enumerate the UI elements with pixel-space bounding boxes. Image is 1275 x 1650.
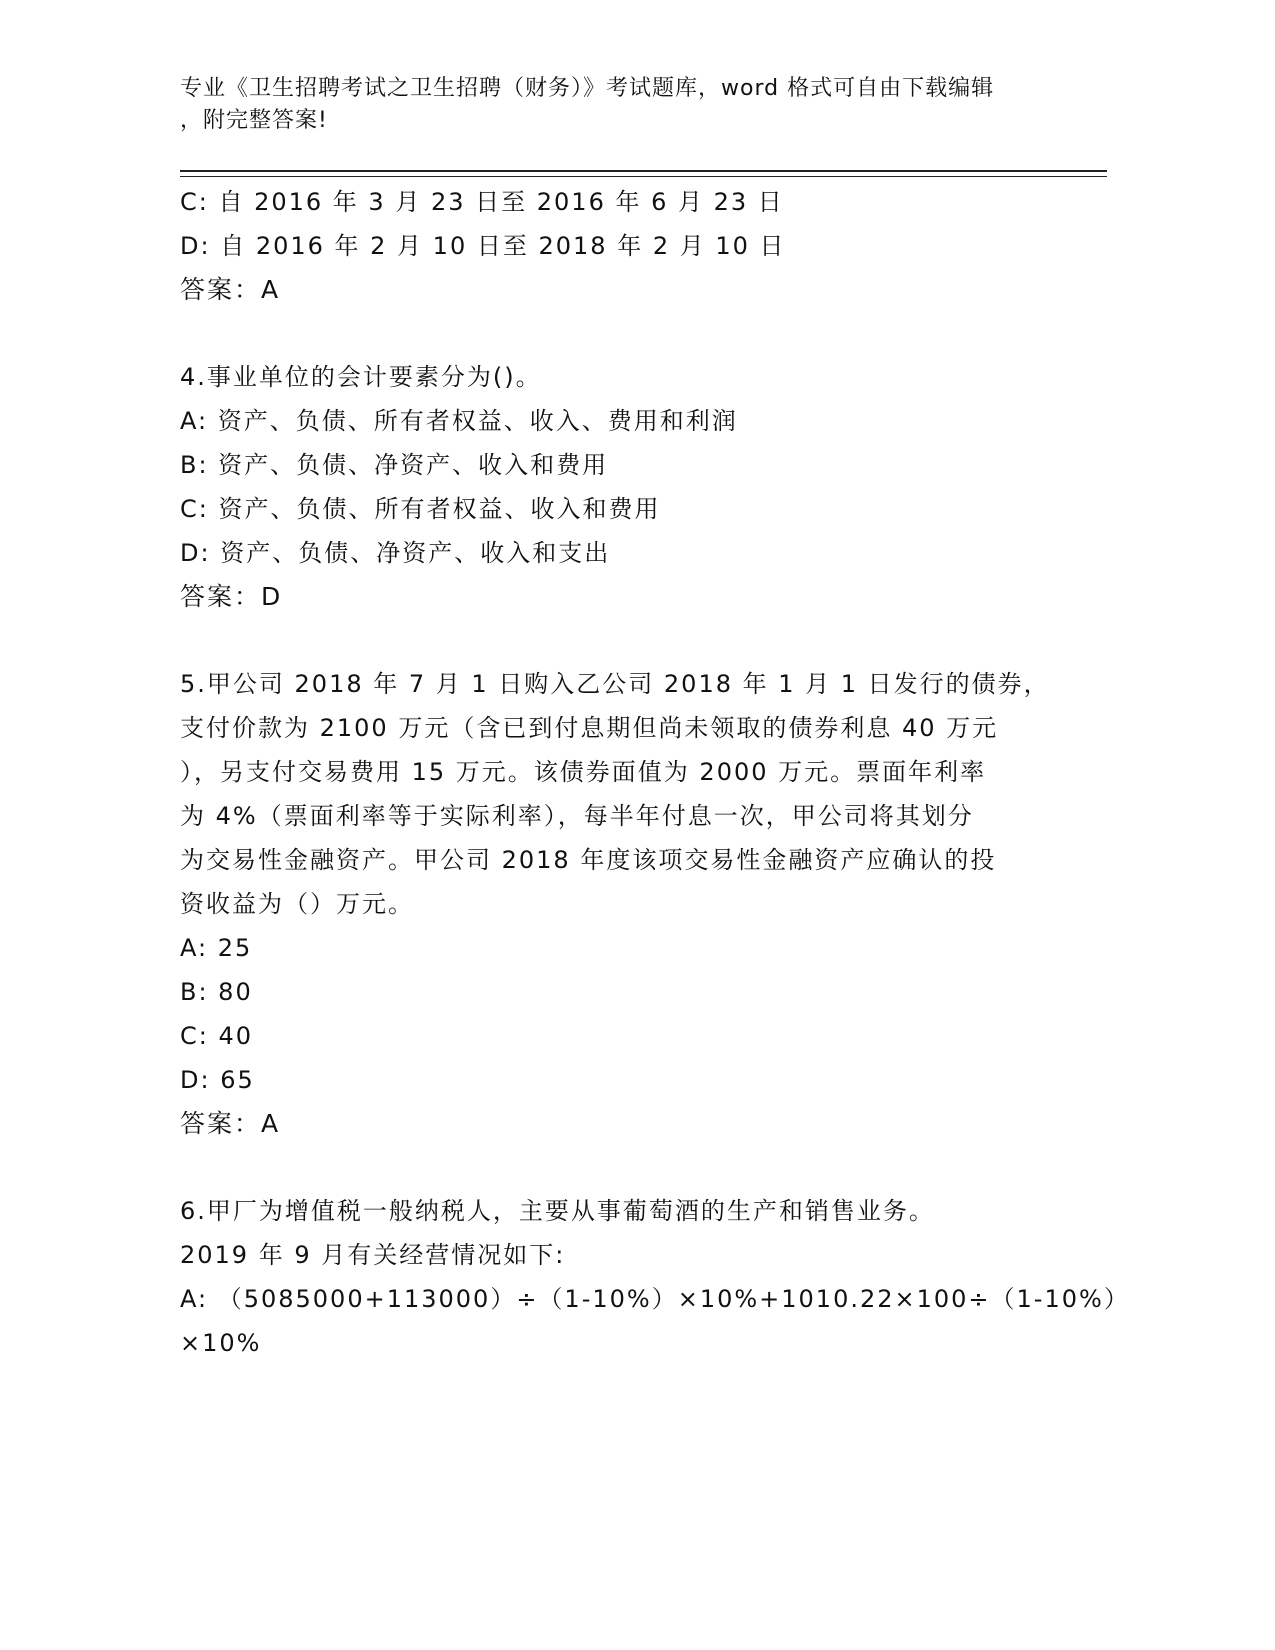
question-4 (180, 355, 1040, 619)
answer: 答案：A (180, 1109, 281, 1138)
question-stem-line: 为交易性金融资产。甲公司 2018 年度该项交易性金融资产应确认的投 (180, 846, 997, 874)
option-c: C: 资产、负债、所有者权益、收入和费用 (180, 495, 661, 523)
option-a-line: ×10% (180, 1329, 262, 1357)
option-b: B: 80 (180, 978, 253, 1006)
question-stem: 4.事业单位的会计要素分为()。 (180, 363, 542, 391)
option-d: D: 65 (180, 1066, 255, 1094)
question-3 (180, 180, 1040, 312)
answer: 答案：D (180, 582, 283, 611)
answer: 答案：A (180, 275, 281, 304)
header-line-2: ，附完整答案! (180, 108, 328, 133)
option-a: A: 25 (180, 934, 253, 962)
option-c: C: 自 2016 年 3 月 23 日至 2016 年 6 月 23 日 (180, 188, 784, 216)
question-content (180, 180, 1130, 1365)
question-stem-line: 6.甲厂为增值税一般纳税人，主要从事葡萄酒的生产和销售业务。 (180, 1197, 935, 1225)
question-5 (180, 662, 1050, 1146)
option-a: A: 资产、负债、所有者权益、收入、费用和利润 (180, 407, 738, 435)
question-6 (180, 1189, 1130, 1365)
header-divider-thick (180, 170, 1107, 172)
question-stem-line: 2019 年 9 月有关经营情况如下: (180, 1241, 566, 1269)
question-stem-line: 支付价款为 2100 万元（含已到付息期但尚未领取的债券利息 40 万元 (180, 714, 999, 742)
header-line-1: 专业《卫生招聘考试之卫生招聘（财务）》考试题库，word 格式可自由下载编辑 (180, 76, 995, 101)
question-stem-line: 为 4%（票面利率等于实际利率），每半年付息一次，甲公司将其划分 (180, 802, 974, 830)
option-a-line: A: （5085000+113000）÷（1-10%）×10%+1010.22×100÷（1-10%） (180, 1285, 1130, 1313)
option-b: B: 资产、负债、净资产、收入和费用 (180, 451, 609, 479)
question-stem-line: ），另支付交易费用 15 万元。该债券面值为 2000 万元。票面年利率 (180, 758, 987, 786)
option-c: C: 40 (180, 1022, 254, 1050)
header-divider-thin (180, 176, 1107, 177)
option-d: D: 自 2016 年 2 月 10 日至 2018 年 2 月 10 日 (180, 232, 786, 260)
option-d: D: 资产、负债、净资产、收入和支出 (180, 539, 611, 567)
question-stem-line: 资收益为（）万元。 (180, 890, 414, 918)
question-stem-line: 5.甲公司 2018 年 7 月 1 日购入乙公司 2018 年 1 月 1 日发行的债券， (180, 670, 1050, 698)
document-header (180, 73, 1030, 137)
